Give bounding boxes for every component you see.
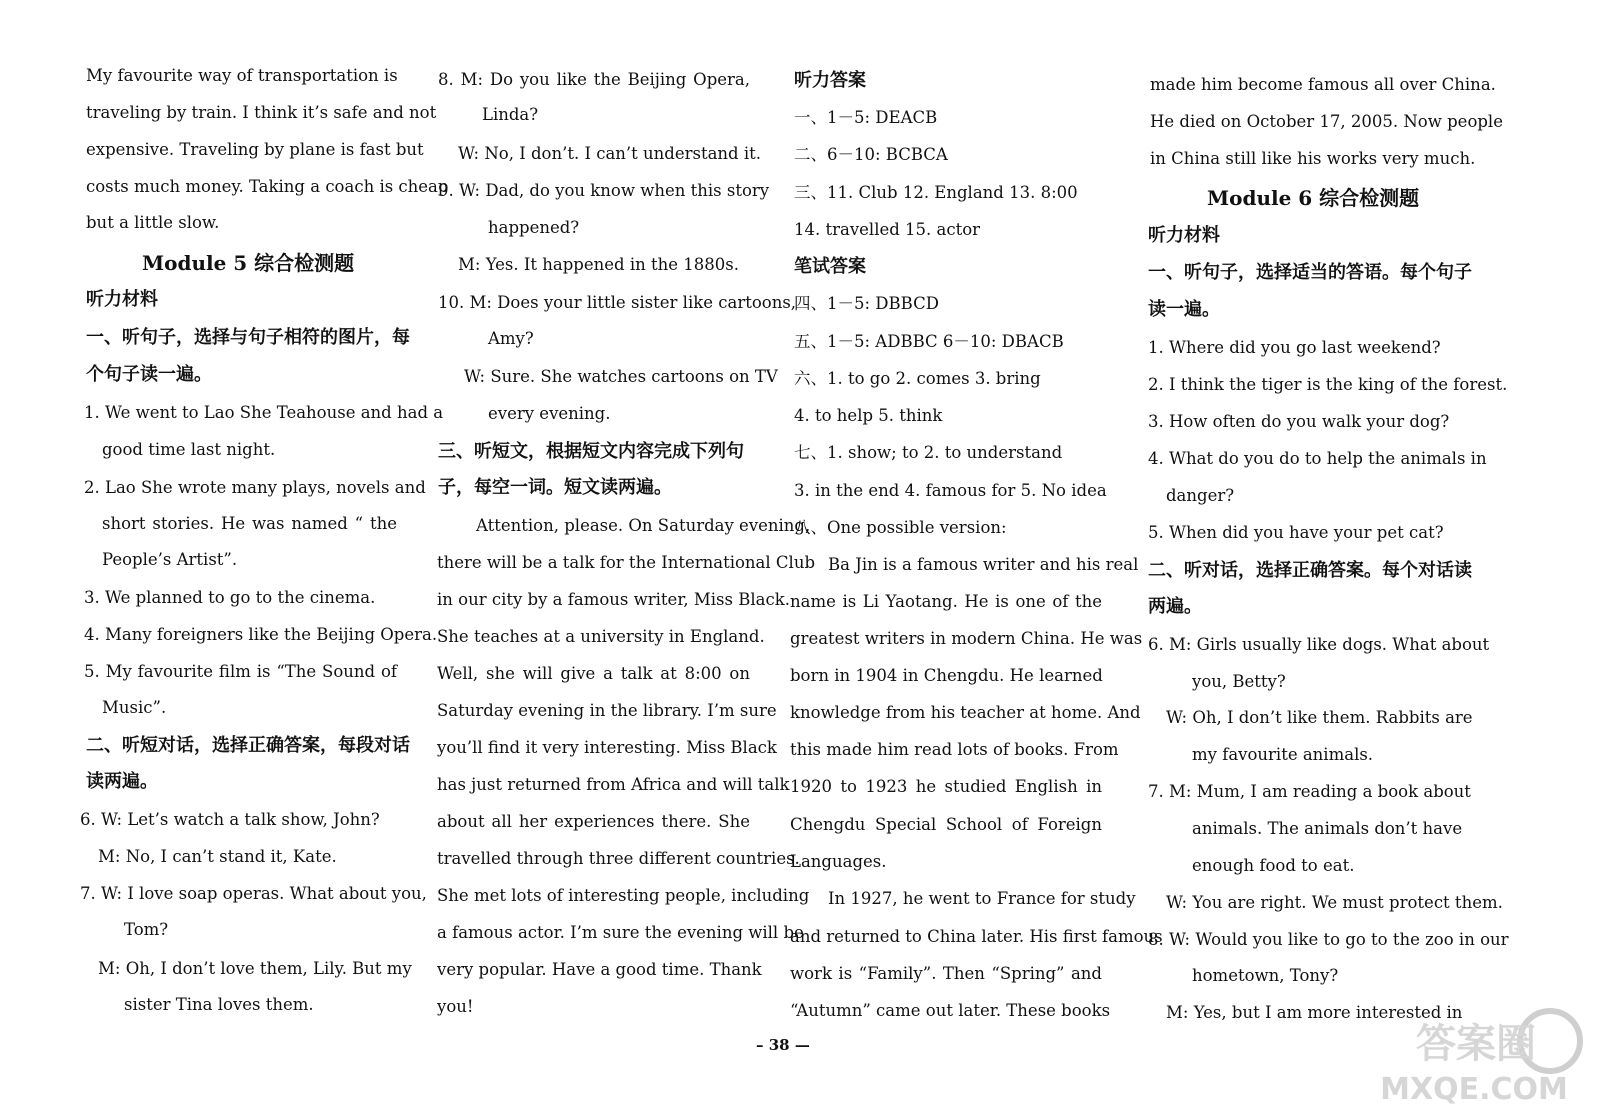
answer-line: 一、1－5: DEACB [794,108,938,127]
text-line: My favourite way of transportation is [86,66,398,85]
dialog-line: 6. W: Let’s watch a talk show, John? [80,810,380,829]
dialog-line: enough food to eat. [1192,856,1355,875]
list-item: danger? [1166,486,1235,505]
list-item: short stories. He was named “ the [102,514,397,533]
text-line: traveling by train. I think it’s safe and not [86,103,437,122]
essay-line: this made him read lots of books. From [790,740,1119,759]
dialog-line: 7. M: Mum, I am reading a book about [1148,782,1471,801]
essay-line: 1920 to 1923 he studied English in [790,777,1102,796]
module-5-title: Module 5 综合检测题 [142,251,355,275]
section-title: 一、听句子，选择适当的答语。每个句子 [1148,262,1472,283]
passage-line: in our city by a famous writer, Miss Black. [437,590,790,609]
list-item: 1. We went to Lao She Teahouse and had a [84,403,444,422]
passage-line: there will be a talk for the International Club [437,553,816,572]
passage-line: has just returned from Africa and will talk [437,775,790,794]
dialog-line: 9. W: Dad, do you know when this story [438,181,770,200]
dialog-line: Tom? [124,920,169,939]
answer-line: 四、1－5: DBBCD [794,294,939,313]
list-item: 1. Where did you go last weekend? [1148,338,1441,357]
list-item: 5. When did you have your pet cat? [1148,523,1444,542]
essay-line: In 1927, he went to France for study [828,889,1136,908]
essay-line: He died on October 17, 2005. Now people [1150,112,1503,131]
section-title: 一、听句子，选择与句子相符的图片，每 [86,327,410,348]
dialog-line: happened? [488,218,580,237]
listening-label: 听力材料 [1148,225,1220,246]
essay-line: in China still like his works very much. [1150,149,1476,168]
dialog-line: M: No, I can’t stand it, Kate. [98,847,337,866]
dialog-line: my favourite animals. [1192,745,1374,764]
passage-line: travelled through three different countries. [437,849,800,868]
essay-line: “Autumn” came out later. These books [790,1001,1111,1020]
section-title: 读两遍。 [86,771,158,792]
dialog-line: M: Yes. It happened in the 1880s. [458,255,739,274]
text-line: expensive. Traveling by plane is fast but [86,140,424,159]
dialog-line: Amy? [488,329,534,348]
page-number-value: 38 [768,1036,790,1054]
answer-line: 14. travelled 15. actor [794,220,981,239]
section-title: 个句子读一遍。 [86,364,212,385]
watermark-logo [1356,999,1586,1109]
dialog-line: you, Betty? [1192,672,1286,691]
list-item: 4. What do you do to help the animals in [1148,449,1487,468]
module-6-title: Module 6 综合检测题 [1207,186,1420,210]
essay-line: Languages. [790,852,887,871]
answer-line: 3. in the end 4. famous for 5. No idea [794,481,1107,500]
dialog-line: M: Yes, but I am more interested in [1166,1003,1463,1022]
watermark-top-text: 答案圈 [1416,1021,1536,1067]
dialog-line: Linda? [482,105,539,124]
dialog-line: 10. M: Does your little sister like cartoons, [438,293,797,312]
page-number: – 38 — [756,1036,810,1054]
answer-line: 4. to help 5. think [794,406,943,425]
section-title: 子，每空一词。短文读两遍。 [438,477,672,498]
text-line: but a little slow. [86,213,220,232]
passage-line: about all her experiences there. She [437,812,750,831]
dialog-line: animals. The animals don’t have [1192,819,1463,838]
dialog-line: sister Tina loves them. [124,995,314,1014]
list-item: Music”. [102,698,167,717]
section-title: 二、听对话，选择正确答案。每个对话读 [1148,560,1472,581]
passage-line: Well, she will give a talk at 8:00 on [437,664,750,683]
section-title: 两遍。 [1148,596,1202,617]
section-title: 二、听短对话，选择正确答案，每段对话 [86,735,410,756]
answer-line: 三、11. Club 12. England 13. 8:00 [794,183,1078,202]
essay-line: made him become famous all over China. [1150,75,1496,94]
listening-answers-label: 听力答案 [794,70,866,91]
dialog-line: W: You are right. We must protect them. [1166,893,1503,912]
list-item: 5. My favourite film is “The Sound of [84,662,397,681]
essay-line: work is “Family”. Then “Spring” and [790,964,1102,983]
answer-line: 八、One possible version: [794,518,1007,537]
section-title: 读一遍。 [1148,299,1220,320]
list-item: 2. Lao She wrote many plays, novels and [84,478,426,497]
essay-line: name is Li Yaotang. He is one of the [790,592,1102,611]
list-item: good time last night. [102,440,276,459]
list-item: 4. Many foreigners like the Beijing Opera. [84,625,438,644]
written-answers-label: 笔试答案 [794,256,866,277]
list-item: 2. I think the tiger is the king of the forest. [1148,375,1508,394]
passage-line: very popular. Have a good time. Thank [437,960,762,979]
watermark-bottom-text: MXQE.COM [1380,1072,1568,1107]
dialog-line: 8. M: Do you like the Beijing Opera, [438,70,750,89]
answer-line: 二、6－10: BCBCA [794,145,948,164]
passage-line: a famous actor. I’m sure the evening will be [437,923,804,942]
dialog-line: W: Sure. She watches cartoons on TV [464,367,778,386]
essay-line: greatest writers in modern China. He was [790,629,1143,648]
listening-label: 听力材料 [86,289,158,310]
dialog-line: W: Oh, I don’t like them. Rabbits are [1166,708,1473,727]
answer-line: 五、1－5: ADBBC 6－10: DBACB [794,332,1064,351]
dialog-line: 8. W: Would you like to go to the zoo in our [1148,930,1509,949]
list-item: 3. How often do you walk your dog? [1148,412,1450,431]
passage-line: you’ll find it very interesting. Miss Black [437,738,777,757]
passage-line: Attention, please. On Saturday evening, [476,516,811,535]
passage-line: She met lots of interesting people, including [437,886,810,905]
passage-line: She teaches at a university in England. [437,627,765,646]
essay-line: and returned to China later. His first famous [790,927,1163,946]
dialog-line: W: No, I don’t. I can’t understand it. [458,144,762,163]
text-line: costs much money. Taking a coach is cheap [86,177,449,196]
dialog-line: every evening. [488,404,611,423]
answer-line: 七、1. show; to 2. to understand [794,443,1063,462]
passage-line: you! [437,997,474,1016]
essay-line: Chengdu Special School of Foreign [790,815,1102,834]
dialog-line: 7. W: I love soap operas. What about you, [80,884,427,903]
essay-line: knowledge from his teacher at home. And [790,703,1141,722]
passage-line: Saturday evening in the library. I’m sure [437,701,777,720]
section-title: 三、听短文，根据短文内容完成下列句 [438,441,744,462]
essay-line: born in 1904 in Chengdu. He learned [790,666,1103,685]
dialog-line: hometown, Tony? [1192,966,1339,985]
essay-line: Ba Jin is a famous writer and his real [828,555,1139,574]
list-item: People’s Artist”. [102,550,238,569]
answer-line: 六、1. to go 2. comes 3. bring [794,369,1041,388]
dialog-line: 6. M: Girls usually like dogs. What about [1148,635,1490,654]
dialog-line: M: Oh, I don’t love them, Lily. But my [98,959,412,978]
list-item: 3. We planned to go to the cinema. [84,588,376,607]
